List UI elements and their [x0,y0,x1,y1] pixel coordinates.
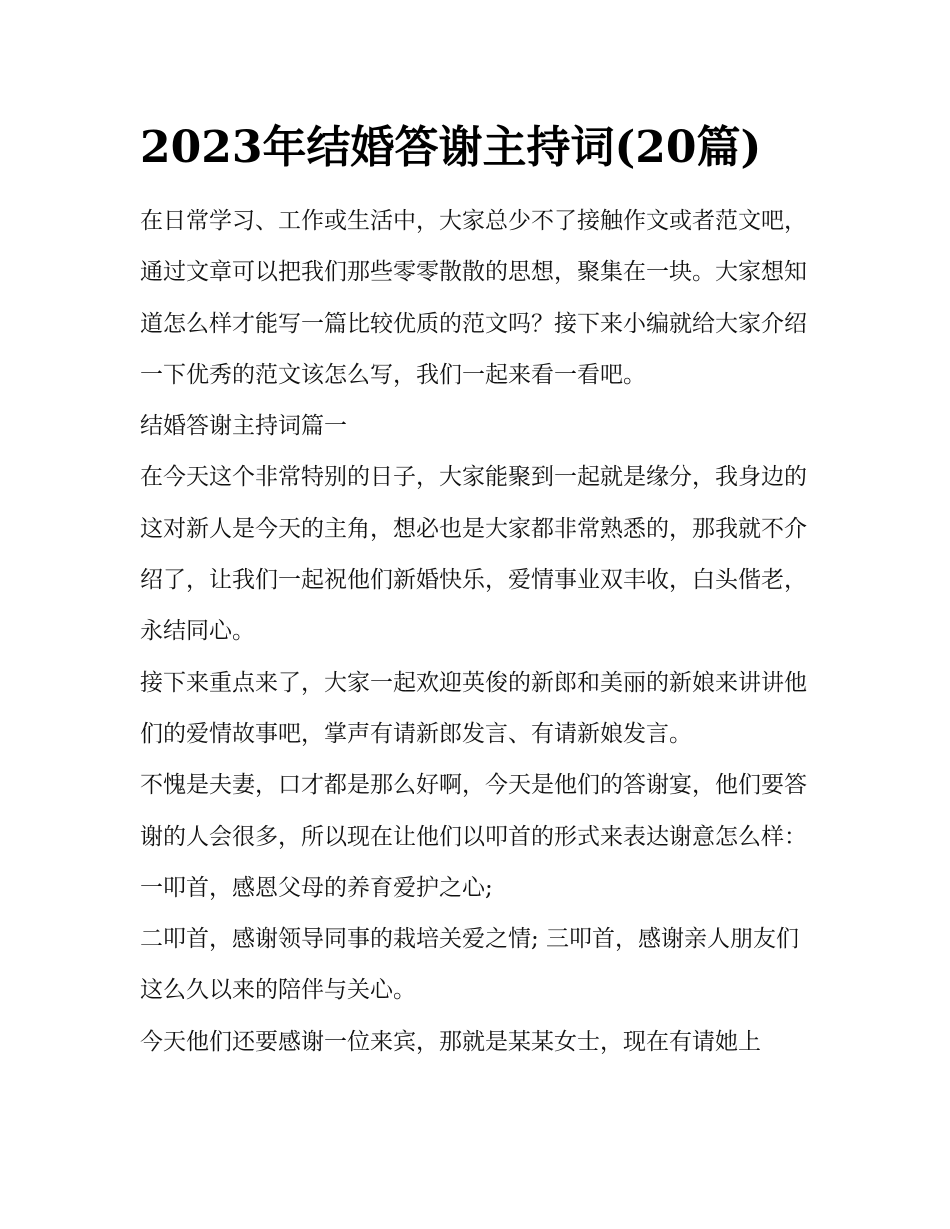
paragraph: 今天他们还要感谢一位来宾，那就是某某女士，现在有请她上 [140,1028,761,1055]
paragraph: 在今天这个非常特别的日子，大家能聚到一起就是缘分，我身边的这对新人是今天的主角，想必也是大家都非常熟悉的，那我就不介绍了，让我们一起祝他们新婚快乐，爱情事业双丰收，白头偕老，永结同心。 [140,464,807,645]
paragraph: 接下来重点来了，大家一起欢迎英俊的新郎和美丽的新娘来讲讲他们的爱情故事吧，掌声有请新郎发言、有请新娘发言。 [140,669,807,747]
document-title: 2023年结婚答谢主持词(20篇) [140,122,762,173]
document-body [140,196,820,1068]
section-heading: 结婚答谢主持词篇一 [140,413,347,440]
paragraph: 不愧是夫妻，口才都是那么好啊，今天是他们的答谢宴，他们要答谢的人会很多，所以现在让他们以叩首的形式来表达谢意怎么样： 一叩首，感恩父母的养育爱护之心; [140,772,807,901]
paragraph-intro: 在日常学习、工作或生活中，大家总少不了接触作文或者范文吧，通过文章可以把我们那些零零散散的思想，聚集在一块。大家想知道怎么样才能写一篇比较优质的范文吗？接下来小编就给大家介绍一下优秀的范文该怎么写，我们一起来看一看吧。 [140,208,807,388]
paragraph: 二叩首，感谢领导同事的栽培关爱之情; 三叩首，感谢亲人朋友们这么久以来的陪伴与关心。 [140,926,800,1004]
